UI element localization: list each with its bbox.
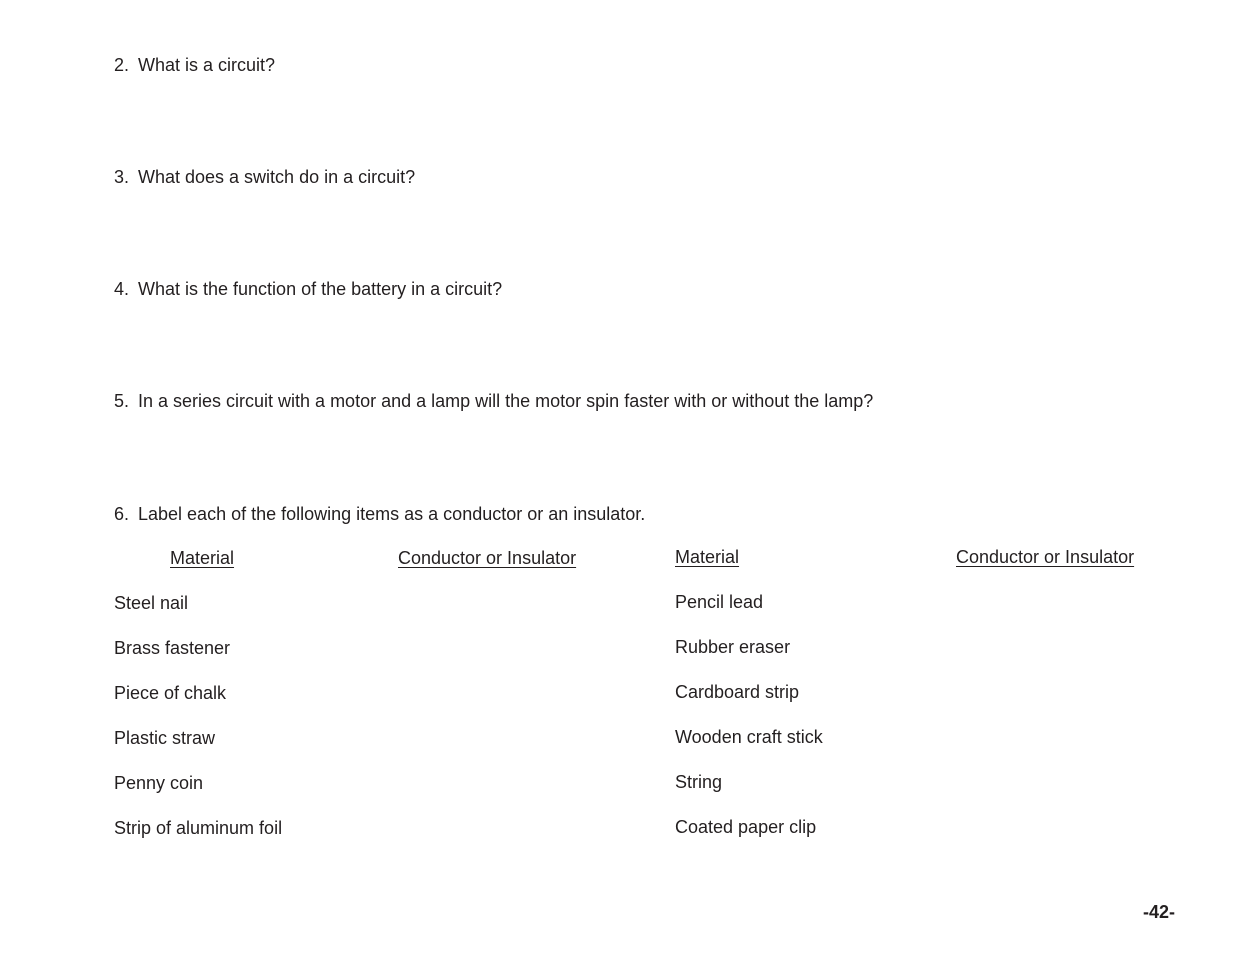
header-right-conductor: Conductor or Insulator [956,547,1135,567]
question-number: 3. [114,167,130,187]
material-item-left: Brass fastener [114,638,231,658]
material-item-right: Wooden craft stick [675,727,823,747]
question-text: Label each of the following items as a conductor or an insulator. [138,504,646,524]
question-text: What is the function of the battery in a circuit? [138,279,503,299]
material-item-right: Pencil lead [675,592,764,612]
header-right-material: Material [675,547,740,567]
material-item-left: Steel nail [114,593,189,613]
page-number: -42- [1143,902,1176,922]
material-item-left: Piece of chalk [114,683,227,703]
question-text: In a series circuit with a motor and a lamp will the motor spin faster with or without the lamp? [138,391,874,411]
material-item-left: Strip of aluminum foil [114,818,283,838]
question-5 [114,392,873,410]
question-number: 5. [114,391,130,411]
question-text: What does a switch do in a circuit? [138,167,416,187]
question-2 [114,56,275,74]
question-number: 4. [114,279,130,299]
question-text: What is a circuit? [138,55,276,75]
question-4 [114,280,502,298]
material-item-right: String [675,772,723,792]
question-number: 6. [114,504,130,524]
material-item-right: Cardboard strip [675,682,800,702]
header-left-conductor: Conductor or Insulator [398,548,577,568]
question-number: 2. [114,55,130,75]
question-3 [114,168,415,186]
material-item-left: Penny coin [114,773,204,793]
material-item-left: Plastic straw [114,728,216,748]
material-item-right: Coated paper clip [675,817,817,837]
material-item-right: Rubber eraser [675,637,791,657]
question-6 [114,505,645,523]
header-left-material: Material [170,548,235,568]
